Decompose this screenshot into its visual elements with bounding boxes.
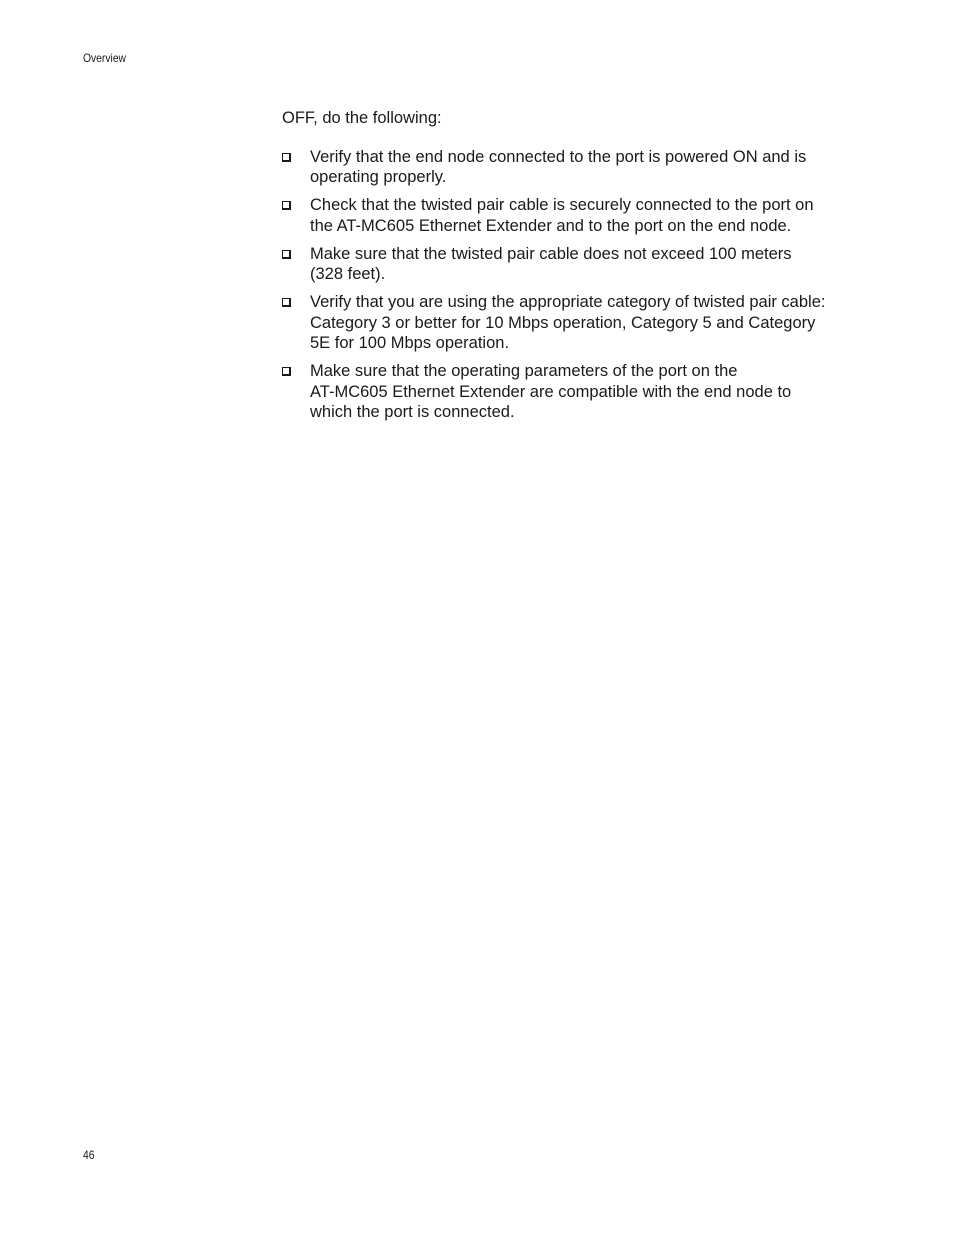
list-item-text-line: Category 3 or better for 10 Mbps operation, Category 5 and Category <box>310 313 816 332</box>
bullet-list <box>282 147 852 423</box>
intro-text: OFF, do the following: <box>282 109 442 127</box>
list-item-text-line: Check that the twisted pair cable is securely connected to the port on <box>310 196 814 214</box>
list-item-text-line: operating properly. <box>310 168 447 186</box>
checkbox-bullet-icon <box>282 201 291 210</box>
running-header: Overview <box>83 51 127 65</box>
checkbox-bullet-icon <box>282 298 291 307</box>
list-item <box>282 147 852 188</box>
list-item-text-line: AT-MC605 Ethernet Extender are compatible with the end node to <box>310 382 792 401</box>
checkbox-bullet-icon <box>282 250 291 259</box>
list-item <box>282 292 852 354</box>
page-number: 46 <box>83 1148 95 1162</box>
list-item <box>282 361 852 423</box>
list-item-text-line: Verify that you are using the appropriate category of twisted pair cable: <box>310 293 826 311</box>
list-item-text-line: which the port is connected. <box>310 403 515 421</box>
list-item-text-line: Make sure that the operating parameters of the port on the <box>310 362 738 380</box>
checkbox-bullet-icon <box>282 153 291 162</box>
list-item <box>282 244 852 285</box>
list-item-text-line: Verify that the end node connected to the port is powered ON and is <box>310 147 807 166</box>
list-item <box>282 195 852 236</box>
list-item-text-line: (328 feet). <box>310 265 386 283</box>
list-item-text-line: 5E for 100 Mbps operation. <box>310 334 510 352</box>
checkbox-bullet-icon <box>282 367 291 376</box>
list-item-text-line: Make sure that the twisted pair cable does not exceed 100 meters <box>310 244 792 263</box>
page-content <box>282 108 852 430</box>
list-item-text-line: the AT-MC605 Ethernet Extender and to the port on the end node. <box>310 216 792 235</box>
